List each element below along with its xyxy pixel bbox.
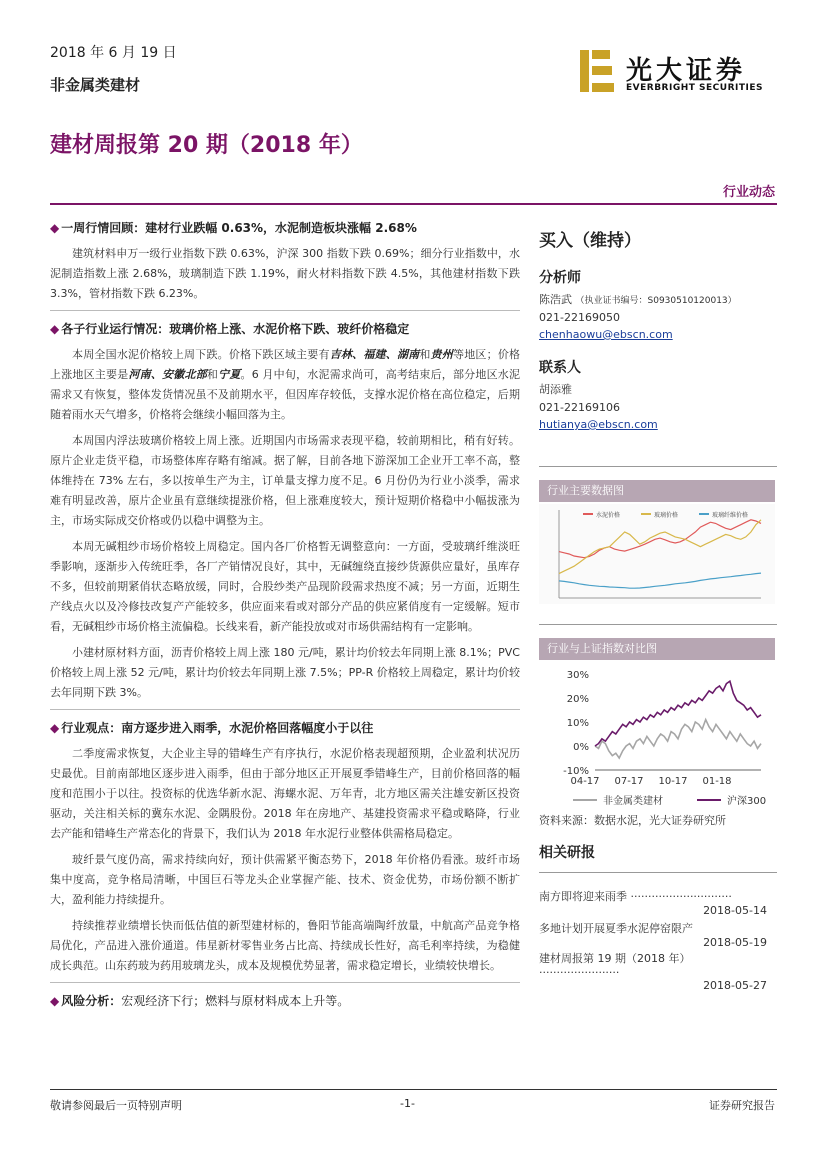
- chart2-y-tick: -10%: [563, 766, 589, 777]
- sidebar: [539, 216, 779, 431]
- paragraph: 玻纤景气度仍高，需求持续向好，预计供需紧平衡态势下，2018 年价格仍看涨。玻纤市场集中度高，竞争格局清晰，中国巨石等龙头企业掌握产能、技术、资金优势，市场份额不断扩大，盈利能力持续提升。: [50, 853, 520, 906]
- related-heading: 相关研报: [539, 845, 595, 861]
- everbright-logo-icon: [580, 50, 618, 92]
- section-divider: [50, 310, 520, 311]
- main-content: [50, 216, 520, 1015]
- chart2-series-line: [595, 720, 761, 758]
- report-date: 2018 年 6 月 19 日: [50, 45, 177, 61]
- sidebar-divider: [539, 466, 777, 467]
- contact-heading: 联系人: [539, 360, 581, 376]
- chart2-series-line: [595, 681, 761, 746]
- chart2-legend-label: 沪深300: [727, 796, 767, 807]
- chart1-legend-label: 水泥价格: [596, 512, 621, 519]
- diamond-bullet-icon: ◆: [50, 994, 60, 1008]
- footer-divider: [50, 1089, 777, 1090]
- chart1-title: 行业主要数据图: [539, 480, 775, 502]
- analyst-phone: 021-22169050: [539, 311, 620, 324]
- contact-name: 胡添雅: [539, 383, 572, 396]
- paragraph: 二季度需求恢复，大企业主导的错峰生产有序执行，水泥价格表现超预期，企业盈利状况历史最优。目前南部地区逐步进入雨季，但由于部分地区正开展夏季错峰生产，目前价格回落的幅度和范围小于以往。投资标的优选华新水泥、海螺水泥、万年青，北方地区需关注雄安新区投资驱动，关注相关标的冀东水泥、金隅股份。2018 年在房地产、基建投资需求平稳或略降，行业去产能和错峰生产常态化的背景下，我们认为 2018 年水泥行业整体供需格局稳定。: [50, 747, 520, 840]
- index-comparison-chart: [539, 664, 775, 810]
- paragraph-materials: 小建材原材料方面，沥青价格较上周上涨 180 元/吨，累计均价较去年同期上涨 8.1%；PVC 价格较上周上涨 52 元/吨，累计均价较去年同期上涨 7.5%；PP-R 价格较上周稳定，累计均价较去年同期下跌 3%。: [50, 646, 520, 699]
- related-report-item[interactable]: 南方即将迎来雨季 ····························· 2018-05-14: [539, 890, 767, 917]
- related-report-date: 2018-05-27: [703, 979, 767, 992]
- analyst-email-link[interactable]: chenhaowu@ebscn.com: [539, 328, 673, 341]
- section-heading-view: ◆ 行业观点：南方逐步进入雨季，水泥价格回落幅度小于以往: [50, 721, 374, 735]
- report-category: 证券研究报告: [709, 1099, 775, 1112]
- chart2-title: 行业与上证指数对比图: [539, 638, 775, 660]
- diamond-bullet-icon: ◆: [50, 322, 60, 336]
- diamond-bullet-icon: ◆: [50, 721, 60, 735]
- chart1-legend-label: 玻璃纤维价格: [712, 512, 749, 519]
- related-report-item[interactable]: [539, 920, 767, 949]
- chart2-x-tick: 04-17: [570, 776, 600, 787]
- diamond-bullet-icon: ◆: [50, 221, 60, 235]
- paragraph-glass: 本周国内浮法玻璃价格较上周上涨。近期国内市场需求表现平稳，较前期相比，稍有好转。原片企业走货平稳，市场整体库存略有缩减。据了解，目前各地下游深加工企业开工率不高，整体维持在 73% 左右，多以按单生产为主，订单量支撑力度不足。6 月份仍为行业小淡季，需求难有明显改善，原片企业虽有意继续提涨价格，但上涨难度较大，预计短期价格稳中小幅拔涨为主，市场实际成交价格或仍以稳中调整为主。: [50, 434, 520, 527]
- related-report-title: 建材周报第 19 期（2018 年）: [539, 952, 691, 965]
- contact-email-link[interactable]: hutianya@ebscn.com: [539, 418, 658, 431]
- section-divider: [50, 982, 520, 983]
- paragraph-fiberglass: 本周无碱粗纱市场价格较上周稳定。国内各厂价格暂无调整意向：一方面，受玻璃纤维淡旺季影响，逐渐步入传统旺季，各厂产销情况良好，其中，无碱缠绕直接纱货源供应量好，虽库存不多，但较前期紧俏状态略放缓，同时，合股纱类产品现阶段需求热度不减；另一方面，近期生产线点火以及冷修技改复产产能较多，供应面来看或对部分产品的供应紧俏度有一定缓解。短市看，无碱粗纱市场价格主流偏稳。长线来看，新产能投放或对市场供需结构有一定影响。: [50, 540, 520, 633]
- chart2-x-tick: 01-18: [702, 776, 732, 787]
- section-heading-subsector: ◆ 各子行业运行情况：玻璃价格上涨、水泥价格下跌、玻纤价格稳定: [50, 322, 410, 336]
- header-divider: [50, 203, 777, 205]
- report-type-tag: 行业动态: [722, 185, 775, 200]
- page-number: -1-: [400, 1097, 415, 1110]
- analyst-heading: 分析师: [539, 270, 581, 286]
- chart2-x-tick: 10-17: [658, 776, 688, 787]
- sidebar-divider: [539, 872, 777, 873]
- report-title: 建材周报第 20 期（2018 年）: [50, 133, 363, 158]
- paragraph-cement: 本周全国水泥价格较上周下跌。价格下跌区域主要有吉林、福建、湖南和贵州等地区；价格上涨地区主要是河南、安徽北部和宁夏。6 月中旬，水泥需求尚可，高考结束后，部分地区水泥需求又有恢复，整体发货情况虽不及前期水平，但因库存较低，支撑水泥价格在高位稳定，后期随着雨水天气增多，价格将会继续小幅回落为主。: [50, 348, 521, 421]
- rating: 买入（维持）: [539, 231, 641, 251]
- industry-data-chart: [539, 504, 775, 604]
- chart2-y-tick: 30%: [566, 670, 589, 681]
- chart2-y-tick: 20%: [566, 694, 589, 705]
- related-report-title: 多地计划开展夏季水泥停窑限产: [539, 922, 693, 935]
- sector-name: 非金属类建材: [50, 76, 141, 94]
- section-heading-market: ◆ 一周行情回顾：建材行业跌幅 0.63%，水泥制造板块涨幅 2.68%: [50, 221, 417, 235]
- sidebar-divider: [539, 624, 777, 625]
- paragraph: 建筑材料申万一级行业指数下跌 0.63%，沪深 300 指数下跌 0.69%；细分行业指数中，水泥制造指数上涨 2.68%，玻璃制造下跌 1.19%，耐火材料指数下跌 4.5%，其他建材指数下跌 3.3%，管材指数下跌 6.23%。: [50, 247, 520, 300]
- chart-source: 资料来源：数据水泥，光大证券研究所: [539, 814, 726, 827]
- chart2-legend-label: 非金属类建材: [603, 796, 663, 807]
- section-heading-risk: ◆ 风险分析：宏观经济下行；燃料与原材料成本上升等。: [50, 994, 350, 1008]
- chart2-y-tick: 0%: [573, 742, 589, 753]
- section-divider: [50, 709, 520, 710]
- related-report-item[interactable]: 建材周报第 19 期（2018 年） ······················· 2018-05-27: [539, 952, 767, 992]
- chart2-x-tick: 07-17: [614, 776, 644, 787]
- related-report-date: 2018-05-19: [703, 936, 767, 949]
- logo-chinese: 光大证券: [626, 56, 747, 86]
- analyst-name-line: 陈浩武 （执业证书编号：S0930510120013）: [539, 293, 737, 306]
- paragraph: 持续推荐业绩增长快而低估值的新型建材标的，鲁阳节能高端陶纤放量，中航高产品竞争格局优化，产品进入涨价通道。伟星新材零售业务占比高、持续成长性好，高毛利率持续，为稳健成长典范。山东药玻为药用玻璃龙头，成本及规模优势显著，需求稳定增长，业绩较快增长。: [50, 919, 520, 972]
- chart1-legend-label: 玻璃价格: [654, 512, 679, 519]
- disclaimer-note: 敬请参阅最后一页特别声明: [50, 1099, 182, 1112]
- related-report-title: 南方即将迎来雨季: [539, 890, 627, 903]
- related-report-date: 2018-05-14: [703, 904, 767, 917]
- chart1-background: [539, 504, 775, 604]
- contact-phone: 021-22169106: [539, 401, 620, 414]
- chart2-y-tick: 10%: [566, 718, 589, 729]
- logo-english: EVERBRIGHT SECURITIES: [626, 83, 763, 93]
- company-logo: [580, 50, 780, 95]
